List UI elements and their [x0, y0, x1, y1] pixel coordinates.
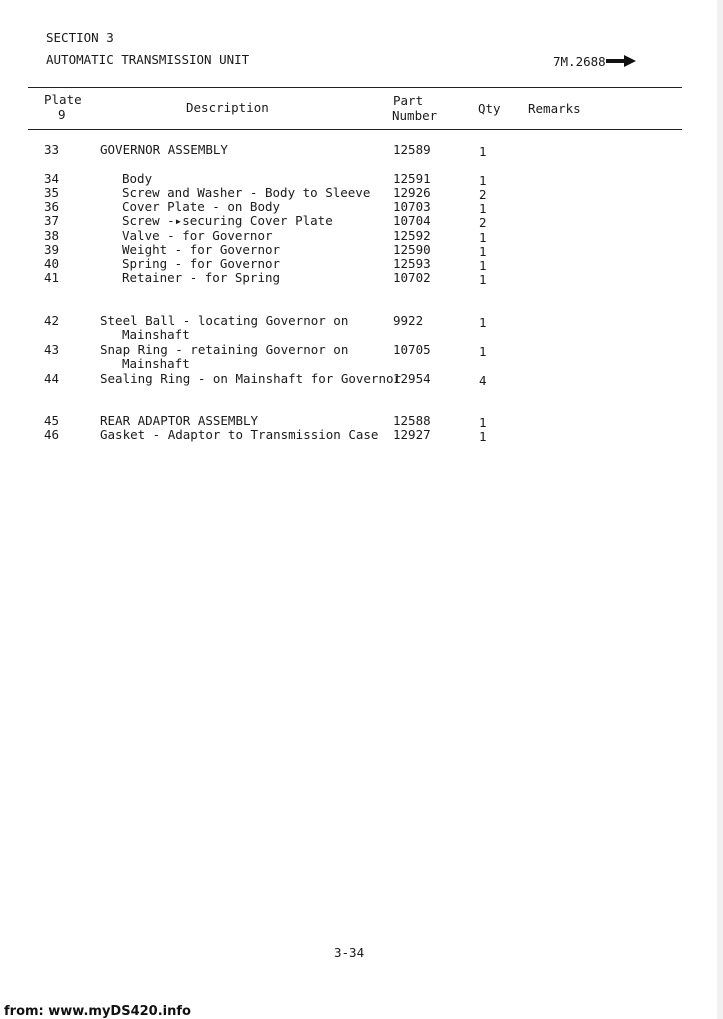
part-number: 9922 [393, 313, 424, 328]
source-footer: from: www.myDS420.info [4, 1004, 191, 1019]
plate-number: 46 [44, 427, 60, 442]
arrow-right-icon [606, 55, 636, 67]
plate-number: 38 [44, 228, 60, 243]
table-row [0, 342, 723, 371]
col-plate-label: Plate [44, 92, 82, 107]
reference-number: 7M.2688 [553, 54, 606, 69]
table-row [0, 199, 723, 214]
col-qty: Qty [478, 101, 501, 116]
plate-number: 42 [44, 313, 60, 328]
header-bottom-rule [28, 129, 682, 130]
part-number: 12954 [393, 371, 431, 386]
header-top-rule [28, 87, 682, 88]
plate-number: 45 [44, 413, 60, 428]
plate-number: 35 [44, 185, 60, 200]
table-row [0, 313, 723, 342]
table-row [0, 171, 723, 186]
col-part-label: Part [393, 93, 424, 108]
plate-number: 39 [44, 242, 60, 257]
quantity: 1 [479, 429, 487, 444]
plate-number: 44 [44, 371, 60, 386]
page-edge [717, 0, 723, 1019]
quantity: 1 [479, 144, 487, 159]
col-plate-number: 9 [58, 107, 66, 122]
item-description: Retainer - for Spring [122, 270, 281, 285]
quantity: 1 [479, 244, 487, 259]
quantity: 2 [479, 187, 487, 202]
item-description: Body [122, 171, 153, 186]
part-number: 12926 [393, 185, 431, 200]
table-row [0, 270, 723, 285]
quantity: 1 [479, 230, 487, 245]
item-description: Screw -▸securing Cover Plate [122, 213, 333, 228]
table-row [0, 427, 723, 442]
plate-number: 34 [44, 171, 60, 186]
plate-number: 41 [44, 270, 60, 285]
quantity: 1 [479, 415, 487, 430]
quantity: 1 [479, 344, 487, 359]
plate-number: 37 [44, 213, 60, 228]
plate-number: 40 [44, 256, 60, 271]
item-description: Gasket - Adaptor to Transmission Case [100, 427, 379, 442]
col-remarks: Remarks [528, 101, 581, 116]
table-row [0, 371, 723, 386]
part-number: 12591 [393, 171, 431, 186]
table-row [0, 228, 723, 243]
page-number: 3-34 [334, 945, 365, 960]
item-description: Cover Plate - on Body [122, 199, 281, 214]
item-description: GOVERNOR ASSEMBLY [100, 142, 228, 157]
table-row [0, 213, 723, 228]
part-number: 12590 [393, 242, 431, 257]
item-description: Snap Ring - retaining Governor on [100, 342, 349, 357]
document-title: AUTOMATIC TRANSMISSION UNIT [46, 52, 250, 67]
part-number: 10703 [393, 199, 431, 214]
item-description: REAR ADAPTOR ASSEMBLY [100, 413, 259, 428]
quantity: 1 [479, 315, 487, 330]
table-row [0, 413, 723, 428]
part-number: 12592 [393, 228, 431, 243]
quantity: 1 [479, 201, 487, 216]
plate-number: 36 [44, 199, 60, 214]
quantity: 1 [479, 173, 487, 188]
plate-number: 43 [44, 342, 60, 357]
plate-number: 33 [44, 142, 60, 157]
item-description: Sealing Ring - on Mainshaft for Governor [100, 371, 402, 386]
part-number: 12593 [393, 256, 431, 271]
quantity: 1 [479, 272, 487, 287]
col-part-number: Number [392, 108, 438, 123]
quantity: 4 [479, 373, 487, 388]
section-label: SECTION 3 [46, 30, 114, 45]
item-description-continued: Mainshaft [122, 356, 190, 371]
col-description: Description [186, 100, 269, 115]
quantity: 2 [479, 215, 487, 230]
item-description: Valve - for Governor [122, 228, 273, 243]
table-row [0, 185, 723, 200]
part-number: 10705 [393, 342, 431, 357]
table-row [0, 142, 723, 157]
part-number: 10704 [393, 213, 431, 228]
item-description: Steel Ball - locating Governor on [100, 313, 349, 328]
item-description: Spring - for Governor [122, 256, 281, 271]
part-number: 10702 [393, 270, 431, 285]
part-number: 12589 [393, 142, 431, 157]
table-row [0, 242, 723, 257]
table-row [0, 256, 723, 271]
item-description: Weight - for Governor [122, 242, 281, 257]
item-description-continued: Mainshaft [122, 327, 190, 342]
part-number: 12927 [393, 427, 431, 442]
quantity: 1 [479, 258, 487, 273]
part-number: 12588 [393, 413, 431, 428]
item-description: Screw and Washer - Body to Sleeve [122, 185, 371, 200]
